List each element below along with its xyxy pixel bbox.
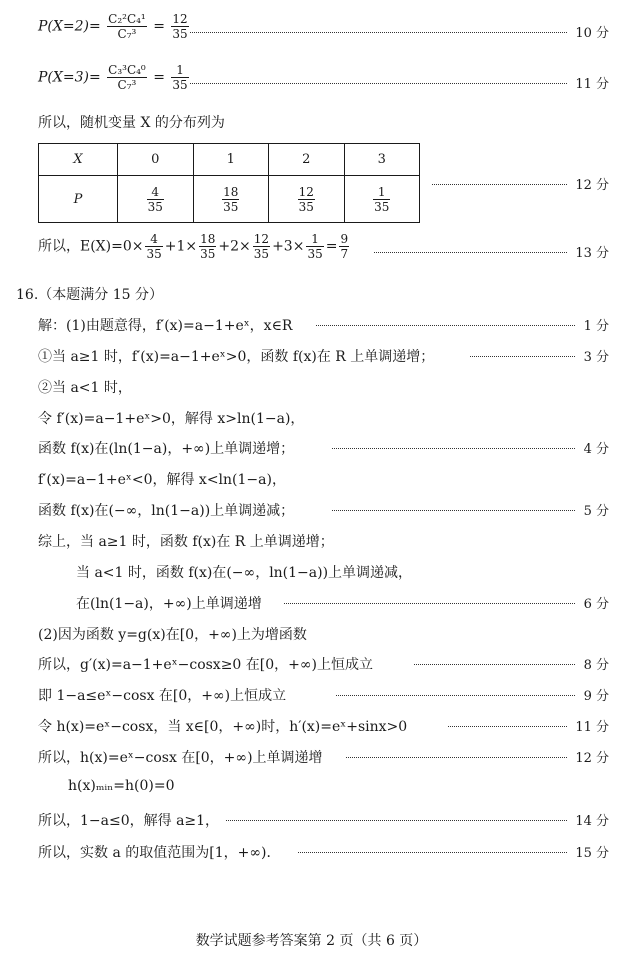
dot-leader [226, 820, 567, 821]
score-label: 10 分 [575, 26, 609, 41]
dot-leader [332, 510, 575, 511]
table-header-cell: X [39, 144, 118, 176]
table-cell: 0 [118, 144, 194, 176]
score-label: 13 分 [575, 246, 609, 261]
table-cell: $\frac{12}{35}$ [269, 176, 345, 223]
dot-leader [374, 252, 567, 253]
combination-fraction: $\frac{\text{C₂²C₄¹}}{\text{C₇³}}$ [108, 12, 146, 41]
table-cell: 1 [193, 144, 269, 176]
page-footer: 数学试题参考答案第 2 页（共 6 页） [195, 933, 428, 949]
distribution-table [38, 143, 420, 223]
expectation-statement: 所以，E(X)=0× $\frac{4}{35}$ +1× $\frac{18}{35}$ +2× $\frac{12}{35}$ +3× $\frac{1}{35}$ = $\frac{9}{7}$ [38, 232, 349, 261]
value-fraction: $\frac{12}{35}$ [172, 12, 188, 41]
dot-leader [470, 356, 575, 357]
dot-leader [336, 695, 575, 696]
table-cell: $\frac{18}{35}$ [193, 176, 269, 223]
dot-leader [316, 325, 575, 326]
value-fraction: $\frac{1}{35}$ [172, 63, 188, 92]
prob-statement: P(X=3)= $\frac{\text{C₃³C₄⁰}}{\text{C₇³}}$ = $\frac{1}{35}$ [38, 63, 188, 92]
score-label: 12 分 [575, 178, 609, 193]
prob-statement: P(X=2)= $\frac{\text{C₂²C₄¹}}{\text{C₇³}}$ = $\frac{12}{35}$ [38, 12, 188, 41]
table-cell: $\frac{4}{35}$ [118, 176, 194, 223]
dot-leader [190, 32, 567, 33]
table-row [39, 144, 420, 176]
table-header-cell: P [39, 176, 118, 223]
table-cell: 3 [344, 144, 420, 176]
combination-fraction: $\frac{\text{C₃³C₄⁰}}{\text{C₇³}}$ [108, 63, 146, 92]
dot-leader [346, 757, 567, 758]
dot-leader [448, 726, 567, 727]
table-cell: $\frac{1}{35}$ [344, 176, 420, 223]
dot-leader [298, 852, 567, 853]
dot-leader [332, 448, 575, 449]
dot-leader [432, 184, 567, 185]
dot-leader [414, 664, 575, 665]
table-row [39, 176, 420, 223]
dot-leader [190, 83, 567, 84]
table-cell: 2 [269, 144, 345, 176]
dot-leader [284, 603, 575, 604]
score-label: 11 分 [575, 77, 609, 92]
